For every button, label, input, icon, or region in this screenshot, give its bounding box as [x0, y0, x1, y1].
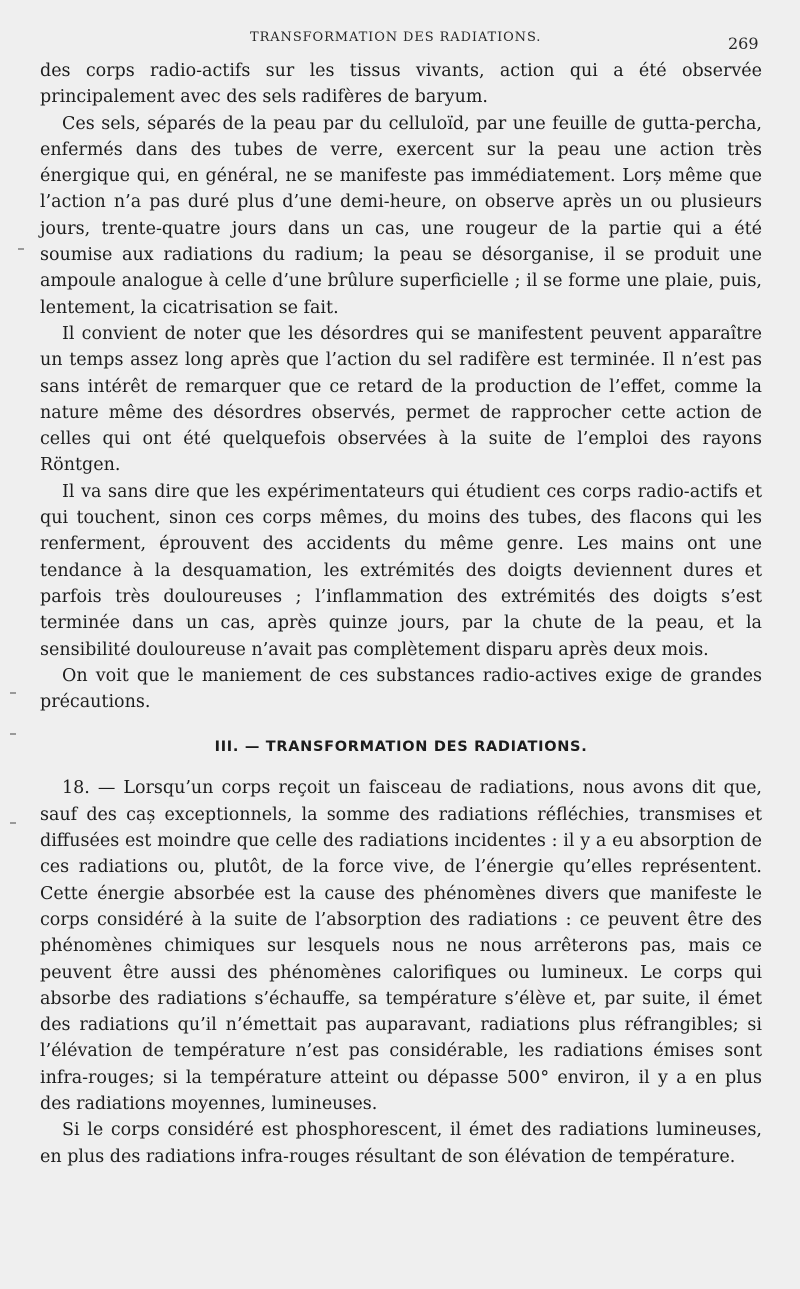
paragraph-experimenter-accidents: Il va sans dire que les expérimentateurs qui étudient ces corps radio-actifs et qui touchent, sinon ces corps mêmes, du moins des tubes, des flacons qui les renferment, éprouvent des accidents du même genre. Les mains ont une tendance à la desquamation, les extrémités des doigts deviennent dures et parfois très douloureuses ; l’inflammation des extrémités des doigts s’est terminée dans un cas, après quinze jours, par la chute de la peau, et la sensibilité douloureuse n’avait pas complètement disparu après deux mois.: [40, 481, 762, 660]
paragraph-delayed-disorders: Il convient de noter que les désordres qui se manifestent peuvent apparaître un temps assez long après que l’action du sel radifère est terminée. Il n’est pas sans intérêt de remarquer que ce retard de la production de l’effet, comme la nature même des désordres observés, permet de rapprocher cette action de celles qui ont été quelquefois observées à la suite de l’emploi des rayons Röntgen.: [40, 323, 762, 476]
running-head: [0, 22, 800, 52]
body-text: [40, 58, 762, 1170]
margin-tick: [18, 248, 24, 250]
paragraph-precautions: On voit que le maniement de ces substances radio-actives exige de grandes précautions.: [40, 665, 762, 713]
page-number: 269: [728, 34, 759, 53]
margin-tick: [10, 692, 16, 694]
paragraph-phosphorescent: Si le corps considéré est phosphorescent, il émet des radiations lumineuses, en plus des radiations infra-rouges résultant de son élévation de température.: [40, 1120, 762, 1167]
paragraph-skin-action: Ces sels, séparés de la peau par du celluloïd, par une feuille de gutta-percha, enfermés dans des tubes de verre, exercent sur la peau une action très énergique qui, en général, ne se manifeste pas immédiatement. Lorș même que l’action n’a pas duré plus d’une demi-heure, on observe après un ou plusieurs jours, trente-quatre jours dans un cas, une rougeur de la partie qui a été soumise aux radiations du radium; la peau se désorganise, il se produit une ampoule analogue à celle d’une brûlure superficielle ; il se forme une plaie, puis, lentement, la cicatrisation se fait.: [40, 113, 762, 318]
running-title: TRANSFORMATION DES RADIATIONS.: [250, 30, 542, 45]
section-heading: III. — TRANSFORMATION DES RADIATIONS.: [214, 739, 588, 756]
margin-tick: [10, 733, 16, 735]
paragraph-radioactive-effects: des corps radio-actifs sur les tissus vivants, action qui a été observée principalement avec des sels radifères de baryum.: [40, 61, 762, 108]
margin-tick: [10, 822, 16, 824]
paragraph-18-absorption: 18. — Lorsqu’un corps reçoit un faisceau de radiations, nous avons dit que, sauf des caș exceptionnels, la somme des radiations réfléchies, transmises et diffusées est moindre que celle des radiations incidentes : il y a eu absorption de ces radiations ou, plutôt, de la force vive, de l’énergie qu’elles représentent. Cette énergie absorbée est la cause des phénomènes divers que manifeste le corps considéré à la suite de l’absorption des radiations : ce peuvent être des phénomènes chimiques sur lesquels nous ne nous arrêterons pas, mais ce peuvent être aussi des phénomènes calorifiques ou lumineux. Le corps qui absorbe des radiations s’échauffe, sa température s’élève et, par suite, il émet des radiations qu’il n’émettait pas auparavant, radiations plus réfrangibles; si l’élévation de température n’est pas considérable, les radiations émises sont infra-rouges; si la température atteint ou dépasse 500° environ, il y a en plus des radiations moyennes, lumineuses.: [40, 778, 762, 1114]
